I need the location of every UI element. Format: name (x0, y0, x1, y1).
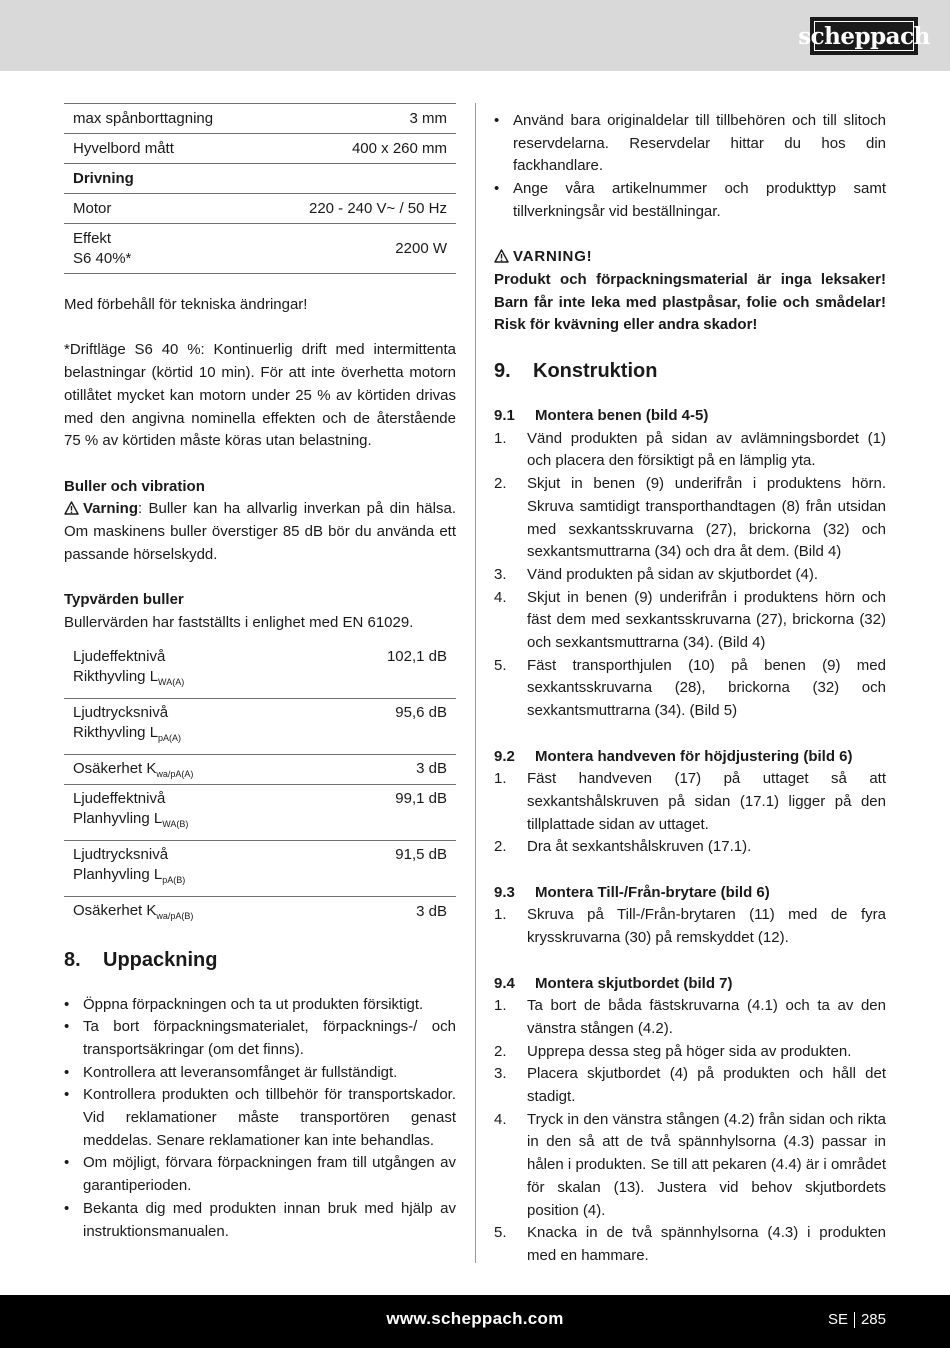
noise-warning-text: : Buller kan ha allvarlig inverkan på din hälsa. Om maskinens buller överstiger 85 dB bör du använda ett passande hörselskydd. (64, 500, 456, 563)
list-item: • Kontrollera att leveransomfånget är fullständigt. (64, 1062, 456, 1085)
noise-label-line (73, 723, 306, 744)
noise-label-line (73, 667, 306, 688)
table-row (64, 698, 456, 754)
subsection-number: 9.2 (494, 747, 515, 765)
section-number: 9. (494, 360, 511, 383)
page-header (0, 0, 950, 71)
page-separator (854, 1312, 855, 1328)
noise-label (64, 698, 315, 754)
left-column (64, 103, 456, 1243)
noise-label (64, 840, 315, 896)
noise-subscript: WA(A) (158, 676, 185, 687)
step-number: 1. (494, 906, 507, 924)
warning-icon (494, 249, 509, 263)
noise-subscript: WA(B) (162, 818, 189, 829)
noise-label-text: Osäkerhet K (73, 759, 157, 777)
warning-heading (494, 246, 886, 269)
step-number: 5. (494, 1224, 507, 1242)
step-number: 3. (494, 565, 507, 583)
noise-label-text: Rikthyvling L (73, 667, 159, 685)
language-code: SE (827, 1311, 848, 1328)
spec-label (64, 224, 261, 274)
step-text: Knacka in de två spännhylsorna (4.3) i produkten med en hammare. (527, 1224, 886, 1264)
noise-value: 3 dB (416, 902, 447, 920)
noise-subscript: pA(B) (162, 874, 186, 885)
list-item (494, 655, 886, 723)
noise-label-line (73, 901, 306, 922)
table-row (64, 134, 456, 164)
section-title: Konstruktion (533, 360, 658, 383)
list-item: • Bekanta dig med produkten innan bruk med hjälp av instruktionsmanualen. (64, 1198, 456, 1243)
noise-label (64, 784, 315, 840)
step-text: Ta bort de båda fästskruvarna (4.1) och ta av den vänstra stången (4.2). (527, 997, 886, 1037)
step-number: 4. (494, 1110, 507, 1128)
right-column (494, 110, 886, 1268)
step-number: 1. (494, 997, 507, 1015)
step-text: Fäst handveven (17) på uttaget så att sexkantshålskruven på sidan (17.1) ligger på den tillplattade sidan av uttaget. (527, 770, 886, 833)
step-number: 5. (494, 656, 507, 674)
step-text: Fäst transporthjulen (10) på benen (9) med sexkantsskruvarna (28), brickorna (32) och sexkantsmuttrarna (34). (Bild 5) (527, 656, 886, 720)
subsection-title: Montera benen (bild 4-5) (535, 407, 709, 425)
list-item (494, 473, 886, 564)
spec-label-line: S6 40%* (73, 250, 132, 267)
noise-subscript: wa/pA(B) (156, 910, 194, 921)
noise-label-line (73, 759, 306, 780)
list-item: • Ange våra artikelnummer och produkttyp samt tillverkningsår vid beställningar. (494, 178, 886, 223)
spec-group-heading: Drivning (73, 170, 134, 187)
noise-warning (64, 498, 456, 566)
subsection-9-3-heading (494, 882, 886, 905)
list-item: • Om möjligt, förvara förpackningen fram till utgången av garantiperioden. (64, 1152, 456, 1197)
section-9-heading (494, 359, 886, 383)
noise-label-line: Ljudtrycksnivå (73, 845, 169, 863)
spec-value: 400 x 260 mm (351, 140, 447, 157)
list-item (494, 1041, 886, 1064)
steps-list (494, 904, 886, 949)
step-number: 1. (494, 770, 507, 788)
table-row (64, 104, 456, 134)
warning-title: VARNING! (513, 248, 593, 266)
noise-label-line (73, 865, 306, 886)
noise-label-text: Osäkerhet K (73, 901, 157, 919)
step-text: Placera skjutbordet (4) på produkten och håll det stadigt. (527, 1065, 886, 1106)
typical-values-heading: Typvärden buller (64, 591, 184, 609)
noise-label-text: Rikthyvling L (73, 723, 159, 741)
table-row (64, 840, 456, 896)
noise-value: 102,1 dB (386, 647, 447, 665)
spec-label: Motor (73, 200, 112, 217)
subsection-9-2-heading (494, 746, 886, 769)
spec-value: 3 mm (409, 110, 447, 127)
section-number: 8. (64, 948, 81, 971)
noise-value: 91,5 dB (395, 845, 447, 863)
step-text: Skjut in benen (9) underifrån i produktens hörn och fäst dem med sexkantsskruvarna (27), brickorna (32) och sexkantsmuttrarna (34). (Bild 4) (527, 588, 886, 652)
table-row (64, 194, 456, 224)
noise-label-line: Ljudtrycksnivå (73, 703, 169, 721)
steps-list (494, 768, 886, 859)
noise-value: 3 dB (416, 759, 447, 777)
steps-list (494, 995, 886, 1267)
list-item: • Öppna förpackningen och ta ut produkten försiktigt. (64, 994, 456, 1017)
step-text: Vänd produkten på sidan av skjutbordet (4). (527, 565, 819, 583)
list-item (494, 587, 886, 655)
scheppach-logo: scheppach (810, 17, 918, 55)
technical-data-table (64, 103, 456, 274)
page-number-block (828, 1311, 886, 1328)
subsection-title: Montera Till-/Från-brytare (bild 6) (535, 883, 770, 901)
noise-subscript: pA(A) (158, 732, 182, 743)
noise-label-line: Ljudeffektnivå (73, 647, 166, 665)
step-number: 1. (494, 429, 507, 447)
noise-warning-label: Varning (83, 500, 139, 518)
list-item (494, 768, 886, 836)
step-text: Tryck in den vänstra stången (4.2) från sidan och rikta in den så att de två spännhylsorna (4.3) passar in hålen i produkten. Se till att pekaren (4.4) är i området för skalan (13). Justera vid behov skjutbordets position (4). (527, 1110, 886, 1219)
typical-values-text: Bullervärden har fastställts i enlighet med EN 61029. (64, 613, 414, 631)
noise-label (64, 643, 315, 699)
steps-list (494, 428, 886, 723)
noise-subscript: wa/pA(A) (156, 768, 194, 779)
subsection-number: 9.4 (494, 974, 515, 992)
subsection-9-4-heading (494, 973, 886, 996)
spec-label: Hyvelbord mått (73, 140, 174, 157)
column-divider (475, 103, 476, 1263)
subsection-number: 9.3 (494, 883, 515, 901)
step-text: Skruva på Till-/Från-brytaren (11) med de fyra krysskruvarna (30) på remskyddet (12). (527, 906, 886, 947)
noise-heading: Buller och vibration (64, 477, 205, 495)
table-row (64, 896, 456, 926)
table-row (64, 164, 456, 194)
page-number: 285 (860, 1311, 886, 1328)
table-row (64, 754, 456, 784)
spec-label: max spånborttagning (73, 110, 214, 127)
list-item (494, 904, 886, 949)
step-number: 3. (494, 1065, 507, 1083)
table-row (64, 643, 456, 699)
table-row (64, 224, 456, 274)
warning-text: Produkt och förpackningsmaterial är inga leksaker! Barn får inte leka med plastpåsar, folie och smådelar! Risk för kvävning eller andra skador! (494, 270, 886, 334)
noise-label (64, 754, 315, 784)
list-item (494, 1222, 886, 1267)
list-item: • Använd bara originaldelar till tillbehören och till slitoch reservdelarna. Reservdelar hittar du hos din fackhandlare. (494, 110, 886, 178)
step-text: Dra åt sexkantshålskruven (17.1). (527, 838, 752, 856)
subsection-title: Montera skjutbordet (bild 7) (535, 974, 733, 992)
step-number: 4. (494, 588, 507, 606)
noise-value: 99,1 dB (395, 789, 447, 807)
spec-value: 220 - 240 V~ / 50 Hz (308, 200, 447, 217)
list-item (494, 428, 886, 473)
noise-value: 95,6 dB (395, 703, 447, 721)
step-number: 2. (494, 475, 507, 493)
subsection-number: 9.1 (494, 407, 515, 425)
noise-label-text: Planhyvling L (73, 865, 163, 883)
noise-label-line (73, 809, 306, 830)
step-number: 2. (494, 1042, 507, 1060)
noise-values-table (64, 643, 456, 926)
spare-parts-list (494, 110, 886, 224)
step-number: 2. (494, 838, 507, 856)
list-item (494, 995, 886, 1040)
page-footer (0, 1295, 950, 1348)
list-item: • Kontrollera produkten och tillbehör för transportskador. Vid reklamationer måste transportören genast meddelas. Senare reklamationer kan inte behandlas. (64, 1084, 456, 1152)
subsection-title: Montera handveven för höjdjustering (bild 6) (535, 747, 853, 765)
reservation-note: Med förbehåll för tekniska ändringar! (64, 296, 308, 313)
list-item (494, 1109, 886, 1223)
list-item (494, 836, 886, 859)
step-text: Skjut in benen (9) underifrån i produktens hörn. Skruva samtidigt transporthandtagen (8) från utsidan med sexkantsskruvarna (27), brickorna (32) och sexkantsmuttrarna (34) och dra åt dem. (Bild 4) (527, 475, 886, 561)
list-item: • Ta bort förpackningsmaterialet, förpacknings-/ och transportsäkringar (om det finns). (64, 1016, 456, 1061)
section-title: Uppackning (103, 948, 218, 971)
table-row (64, 784, 456, 840)
spec-value (261, 164, 456, 194)
step-text: Upprepa dessa steg på höger sida av produkten. (527, 1042, 852, 1060)
website-link[interactable]: www.scheppach.com (386, 1309, 564, 1328)
noise-label (64, 896, 315, 926)
spec-value: 2200 W (395, 240, 447, 257)
warning-icon (64, 501, 79, 515)
spec-label-line: Effekt (73, 230, 112, 247)
noise-label-text: Planhyvling L (73, 809, 163, 827)
list-item (494, 1063, 886, 1108)
unpacking-list (64, 994, 456, 1244)
duty-cycle-note: *Driftläge S6 40 %: Kontinuerlig drift med intermittenta belastningar (körtid 10 min). För att inte överhetta motorn otillåtet mycket kan motorn under 25 % av körtiden drivas med den angivna nominella effekten och de återstående 75 % av körtiden måste köras utan belastning. (64, 341, 456, 450)
noise-label-line: Ljudeffektnivå (73, 789, 166, 807)
list-item (494, 564, 886, 587)
section-8-heading (64, 948, 456, 972)
step-text: Vänd produkten på sidan av avlämningsbordet (1) och placera den försiktigt på en lämplig yta. (527, 429, 886, 470)
subsection-9-1-heading (494, 405, 886, 428)
